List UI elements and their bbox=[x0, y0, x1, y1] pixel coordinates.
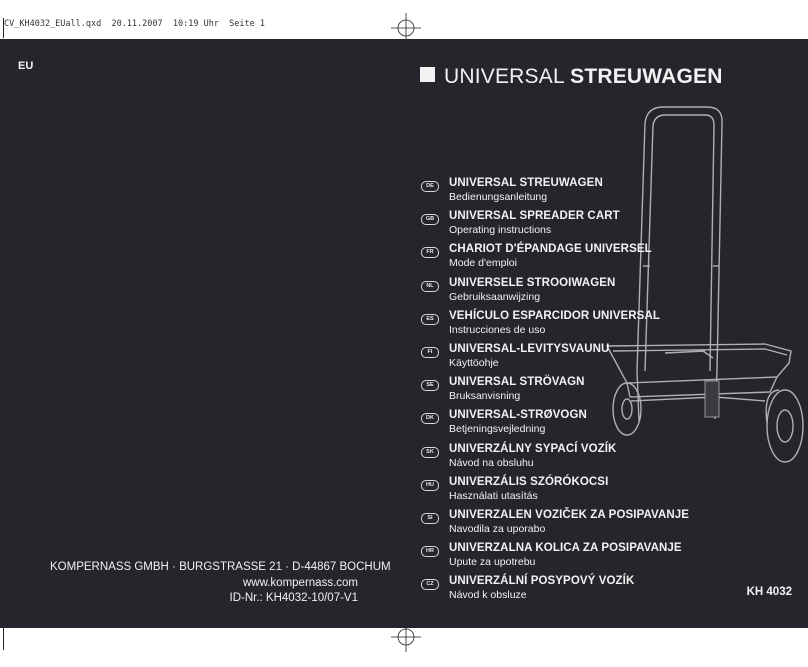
language-entry bbox=[421, 243, 701, 276]
language-entry bbox=[421, 509, 701, 542]
language-subtitle: Navodila za uporabo bbox=[449, 522, 546, 535]
language-title: UNIVERSAL-LEVITYSVAUNU bbox=[449, 342, 610, 355]
language-subtitle: Használati utasítás bbox=[449, 489, 538, 502]
model-number: KH 4032 bbox=[746, 586, 792, 598]
crop-mark-bottom-left bbox=[3, 628, 4, 650]
language-subtitle: Návod na obsluhu bbox=[449, 456, 534, 469]
company-info bbox=[50, 560, 391, 607]
language-entry bbox=[421, 343, 701, 376]
language-code-badge: SI bbox=[421, 513, 439, 524]
language-title: UNIVERSAL SPREADER CART bbox=[449, 210, 620, 223]
title-light: UNIVERSAL bbox=[444, 65, 565, 88]
language-title: UNIVERZÁLNÍ POSYPOVÝ VOZÍK bbox=[449, 575, 635, 588]
language-subtitle: Upute za upotrebu bbox=[449, 556, 536, 569]
language-code-badge: DK bbox=[421, 413, 439, 424]
language-title: UNIVERSAL STREUWAGEN bbox=[449, 177, 603, 189]
language-code-badge: GB bbox=[421, 214, 439, 225]
language-title: UNIVERSAL STRÖVAGN bbox=[449, 376, 585, 389]
language-entry bbox=[421, 476, 701, 509]
language-subtitle: Bedienungsanleitung bbox=[449, 191, 548, 203]
title-square-icon bbox=[420, 67, 435, 82]
language-code-badge: CZ bbox=[421, 579, 439, 590]
language-entry bbox=[421, 310, 701, 343]
title-bold: STREUWAGEN bbox=[570, 65, 723, 88]
language-title: CHARIOT D'ÉPANDAGE UNIVERSEL bbox=[449, 243, 652, 256]
language-code-badge: FR bbox=[421, 247, 439, 258]
language-entry bbox=[421, 376, 701, 409]
language-list bbox=[421, 177, 701, 608]
language-code-badge: HU bbox=[421, 480, 439, 491]
language-subtitle: Bruksanvisning bbox=[449, 390, 521, 403]
region-label: EU bbox=[18, 60, 34, 72]
language-title: UNIVERZALNA KOLICA ZA POSIPAVANJE bbox=[449, 542, 682, 555]
print-slug: CV_KH4032_EUall.qxd 20.11.2007 10:19 Uhr Seite 1 bbox=[4, 19, 265, 29]
language-subtitle: Gebruiksaanwijzing bbox=[449, 290, 541, 303]
language-entry bbox=[421, 210, 701, 243]
language-entry bbox=[421, 177, 701, 210]
language-title: UNIVERZÁLNY SYPACÍ VOZÍK bbox=[449, 442, 617, 455]
language-subtitle: Instrucciones de uso bbox=[449, 323, 546, 336]
language-subtitle: Betjeningsvejledning bbox=[449, 423, 546, 436]
language-title: UNIVERSELE STROOIWAGEN bbox=[449, 276, 616, 289]
language-entry bbox=[421, 277, 701, 310]
cover-title bbox=[420, 65, 723, 89]
language-title: VEHÍCULO ESPARCIDOR UNIVERSAL bbox=[449, 309, 660, 322]
language-code-badge: ES bbox=[421, 314, 439, 325]
company-address: KOMPERNASS GMBH · BURGSTRASSE 21 · D-44867 BOCHUM bbox=[50, 561, 391, 573]
language-subtitle: Operating instructions bbox=[449, 224, 552, 237]
language-code-badge: SK bbox=[421, 447, 439, 458]
language-title: UNIVERSAL-STRØVOGN bbox=[449, 409, 587, 422]
company-website: www.kompernass.com bbox=[242, 576, 358, 589]
crop-mark-top-left bbox=[3, 18, 4, 38]
language-subtitle: Käyttöohje bbox=[449, 356, 499, 369]
language-code-badge: HR bbox=[421, 546, 439, 557]
language-title: UNIVERZÁLIS SZÓRÓKOCSI bbox=[449, 475, 609, 488]
language-code-badge: FI bbox=[421, 347, 439, 358]
language-code-badge: DE bbox=[421, 181, 439, 192]
company-id-number: ID-Nr.: KH4032-10/07-V1 bbox=[229, 592, 358, 604]
language-entry bbox=[421, 409, 701, 442]
language-entry bbox=[421, 443, 701, 476]
language-code-badge: NL bbox=[421, 281, 439, 292]
language-entry bbox=[421, 542, 701, 575]
language-title: UNIVERZALEN VOZIČEK ZA POSIPAVANJE bbox=[449, 508, 690, 521]
language-subtitle: Mode d'emploi bbox=[449, 257, 517, 270]
language-code-badge: SE bbox=[421, 380, 439, 391]
manual-cover bbox=[0, 39, 808, 628]
language-entry bbox=[421, 575, 701, 608]
language-subtitle: Návod k obsluze bbox=[449, 589, 527, 602]
